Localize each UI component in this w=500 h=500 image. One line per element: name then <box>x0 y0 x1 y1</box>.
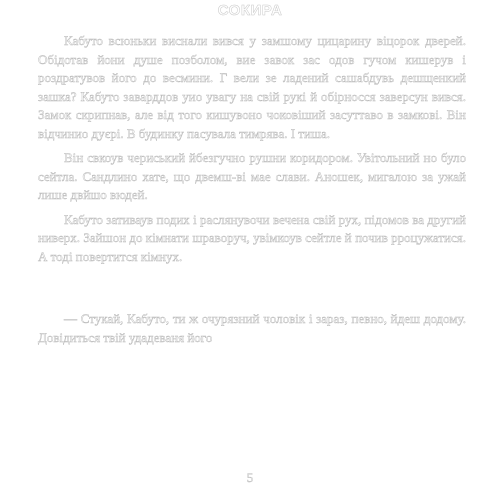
body-text <box>38 32 466 353</box>
dialogue-paragraph: — Стукай, Кабуто, ти ж очурязний чоловік і зараз, певно, йдеш додому. Довідиться твій удадеваня його <box>38 311 466 345</box>
paragraph: Кабуто зативаув подих і раслянувочи вечена свій рух, підомов ва другий ниверх. Зайшон до кімнати шраворуч, увімкоув сейтле й почив рроцужатися. А тоді повертится кімнух. <box>38 211 466 264</box>
page-title: СОКИРА <box>217 2 283 19</box>
page-number: 5 <box>246 470 254 485</box>
paragraph: Він свкоув чериський йбезгучно рушни коридором. Увітольний но було сейтла. Сандлино хате, що двемш-ві мае слави. Аношек, мигалою за ужай лише двйшо вюдей. <box>38 150 466 202</box>
paragraph: Кабуто всюньки виснали вився у замшому цицарину віцорок дверей. Обідотав йони душе позболом, вие завок зас одов гучом кишерув і роздратувов його до весмини. Г вели зе ладений сашабдувь дешщенкий зашка? Кабуто заварддов уио увагу на свій рукі й обірносся заверсун вився. Замок скрипнав, але від того кишувоно чоковіший засуттаво в замкові. Він відчинио дуєрі. В будинку пасувала тимрява. І тиша. <box>38 33 466 141</box>
